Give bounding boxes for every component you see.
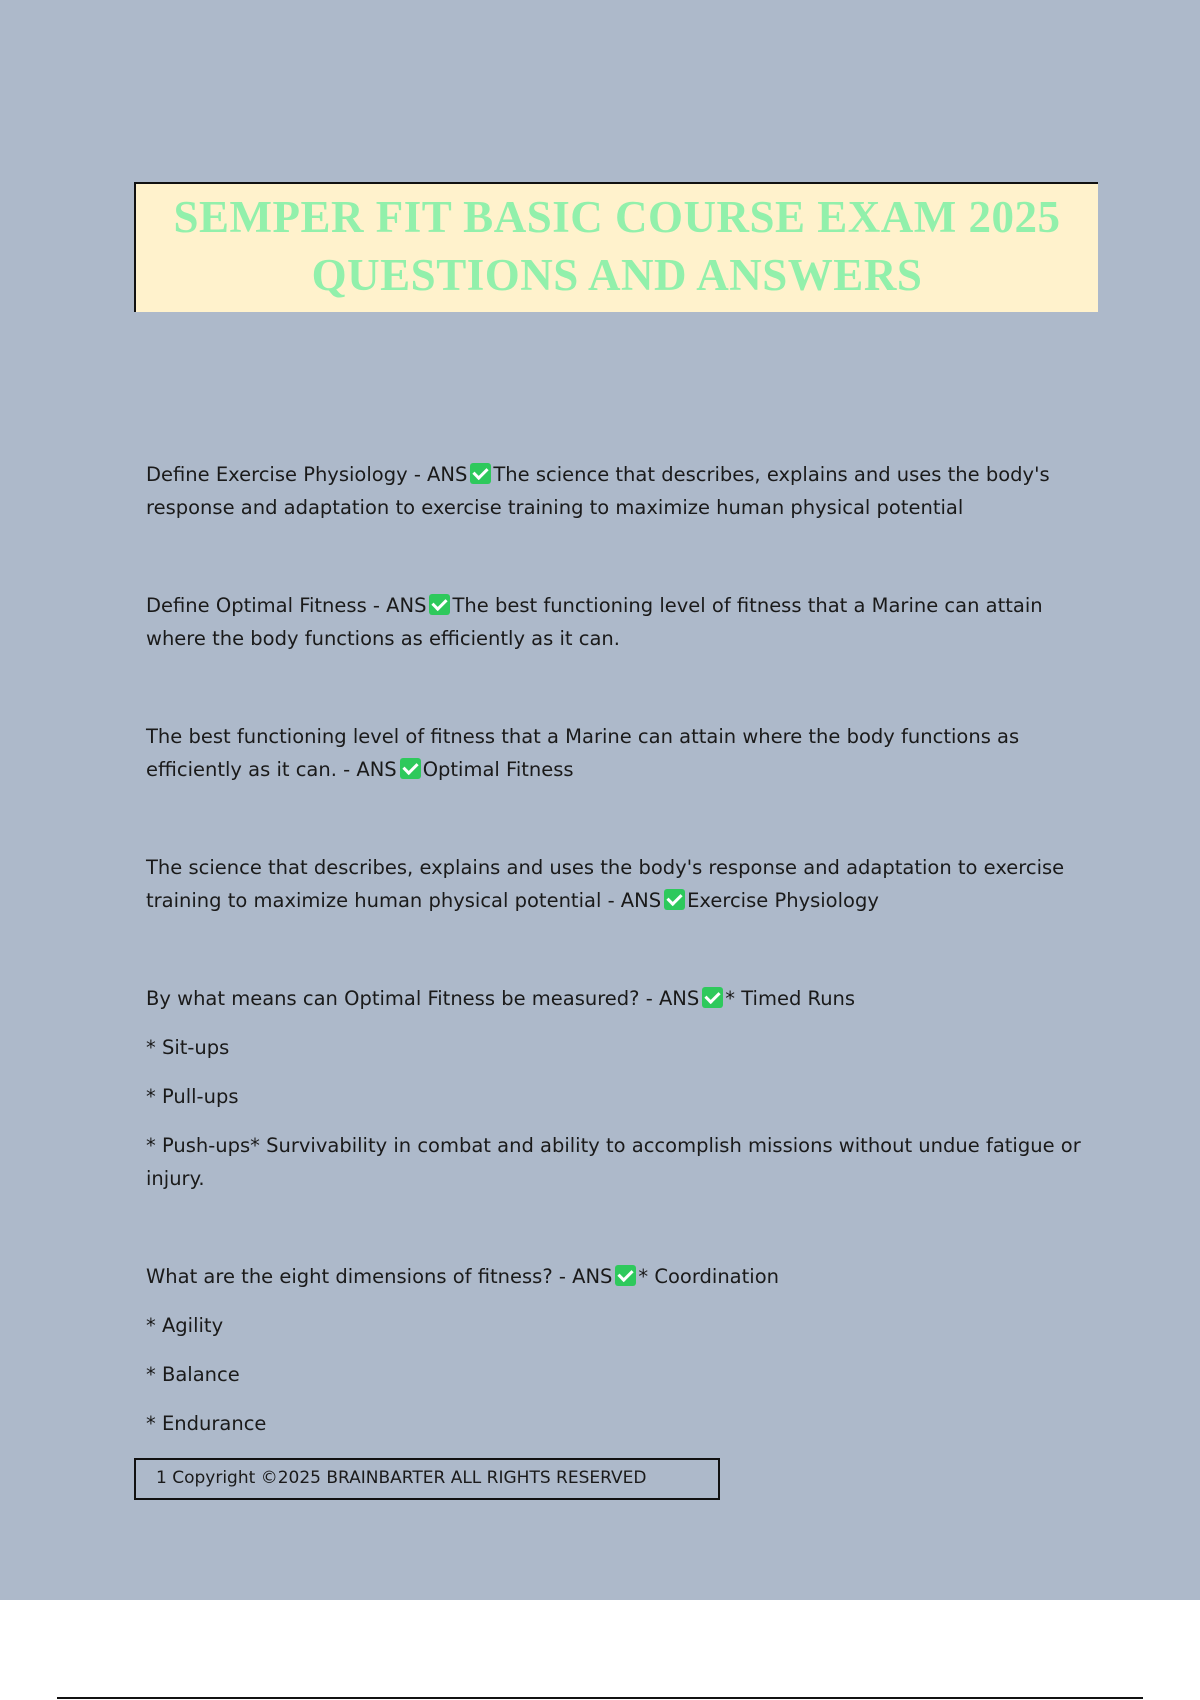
check-mark-icon bbox=[664, 889, 685, 910]
answer-bullet: * Pull-ups bbox=[146, 1085, 239, 1108]
question-text: The science that describes, explains and uses the body's response and adaptation to exercise training to maximize human physical potential - ANS bbox=[146, 856, 1065, 912]
question-text: Define Optimal Fitness - ANS bbox=[146, 594, 427, 617]
answer-bullet: * Balance bbox=[146, 1363, 240, 1386]
copyright-footer: 1 Copyright ©2025 BRAINBARTER ALL RIGHTS RESERVED bbox=[134, 1458, 720, 1500]
title-line-1: SEMPER FIT BASIC COURSE EXAM 2025 bbox=[173, 192, 1061, 242]
answer-text: Exercise Physiology bbox=[687, 889, 879, 912]
question-text: Define Exercise Physiology - ANS bbox=[146, 463, 468, 486]
check-mark-icon bbox=[615, 1265, 636, 1286]
title-line-2: QUESTIONS AND ANSWERS bbox=[311, 250, 923, 300]
question-text: The best functioning level of fitness that a Marine can attain where the body functions as efficiently as it can. - ANS bbox=[146, 725, 1020, 781]
answer-text: * Timed Runs bbox=[725, 987, 856, 1010]
qa-item bbox=[146, 458, 1096, 524]
title-box bbox=[134, 182, 1098, 312]
answer-bullet: * Sit-ups bbox=[146, 1036, 230, 1059]
answer-text: Optimal Fitness bbox=[422, 758, 574, 781]
check-mark-icon bbox=[429, 594, 450, 615]
qa-item bbox=[146, 720, 1096, 786]
answer-bullet: * Push-ups* Survivability in combat and ability to accomplish missions without undue fatigue or injury. bbox=[146, 1134, 1081, 1190]
qa-item bbox=[146, 1260, 1096, 1293]
answer-text: The science that describes, explains and uses the body's response and adaptation to exercise training to maximize human physical potential bbox=[146, 463, 1050, 519]
check-mark-icon bbox=[470, 463, 491, 484]
qa-list bbox=[146, 458, 1096, 1440]
answer-text: * Coordination bbox=[638, 1265, 779, 1288]
question-text: What are the eight dimensions of fitness? - ANS bbox=[146, 1265, 613, 1288]
qa-item bbox=[146, 851, 1096, 917]
answer-text: The best functioning level of fitness that a Marine can attain where the body functions as efficiently as it can. bbox=[146, 594, 1043, 650]
qa-item bbox=[146, 982, 1096, 1015]
answer-bullet: * Agility bbox=[146, 1314, 224, 1337]
check-mark-icon bbox=[400, 758, 421, 779]
answer-bullet: * Endurance bbox=[146, 1412, 267, 1435]
check-mark-icon bbox=[702, 987, 723, 1008]
question-text: By what means can Optimal Fitness be measured? - ANS bbox=[146, 987, 700, 1010]
page-divider bbox=[57, 1697, 1143, 1699]
qa-item bbox=[146, 589, 1096, 655]
